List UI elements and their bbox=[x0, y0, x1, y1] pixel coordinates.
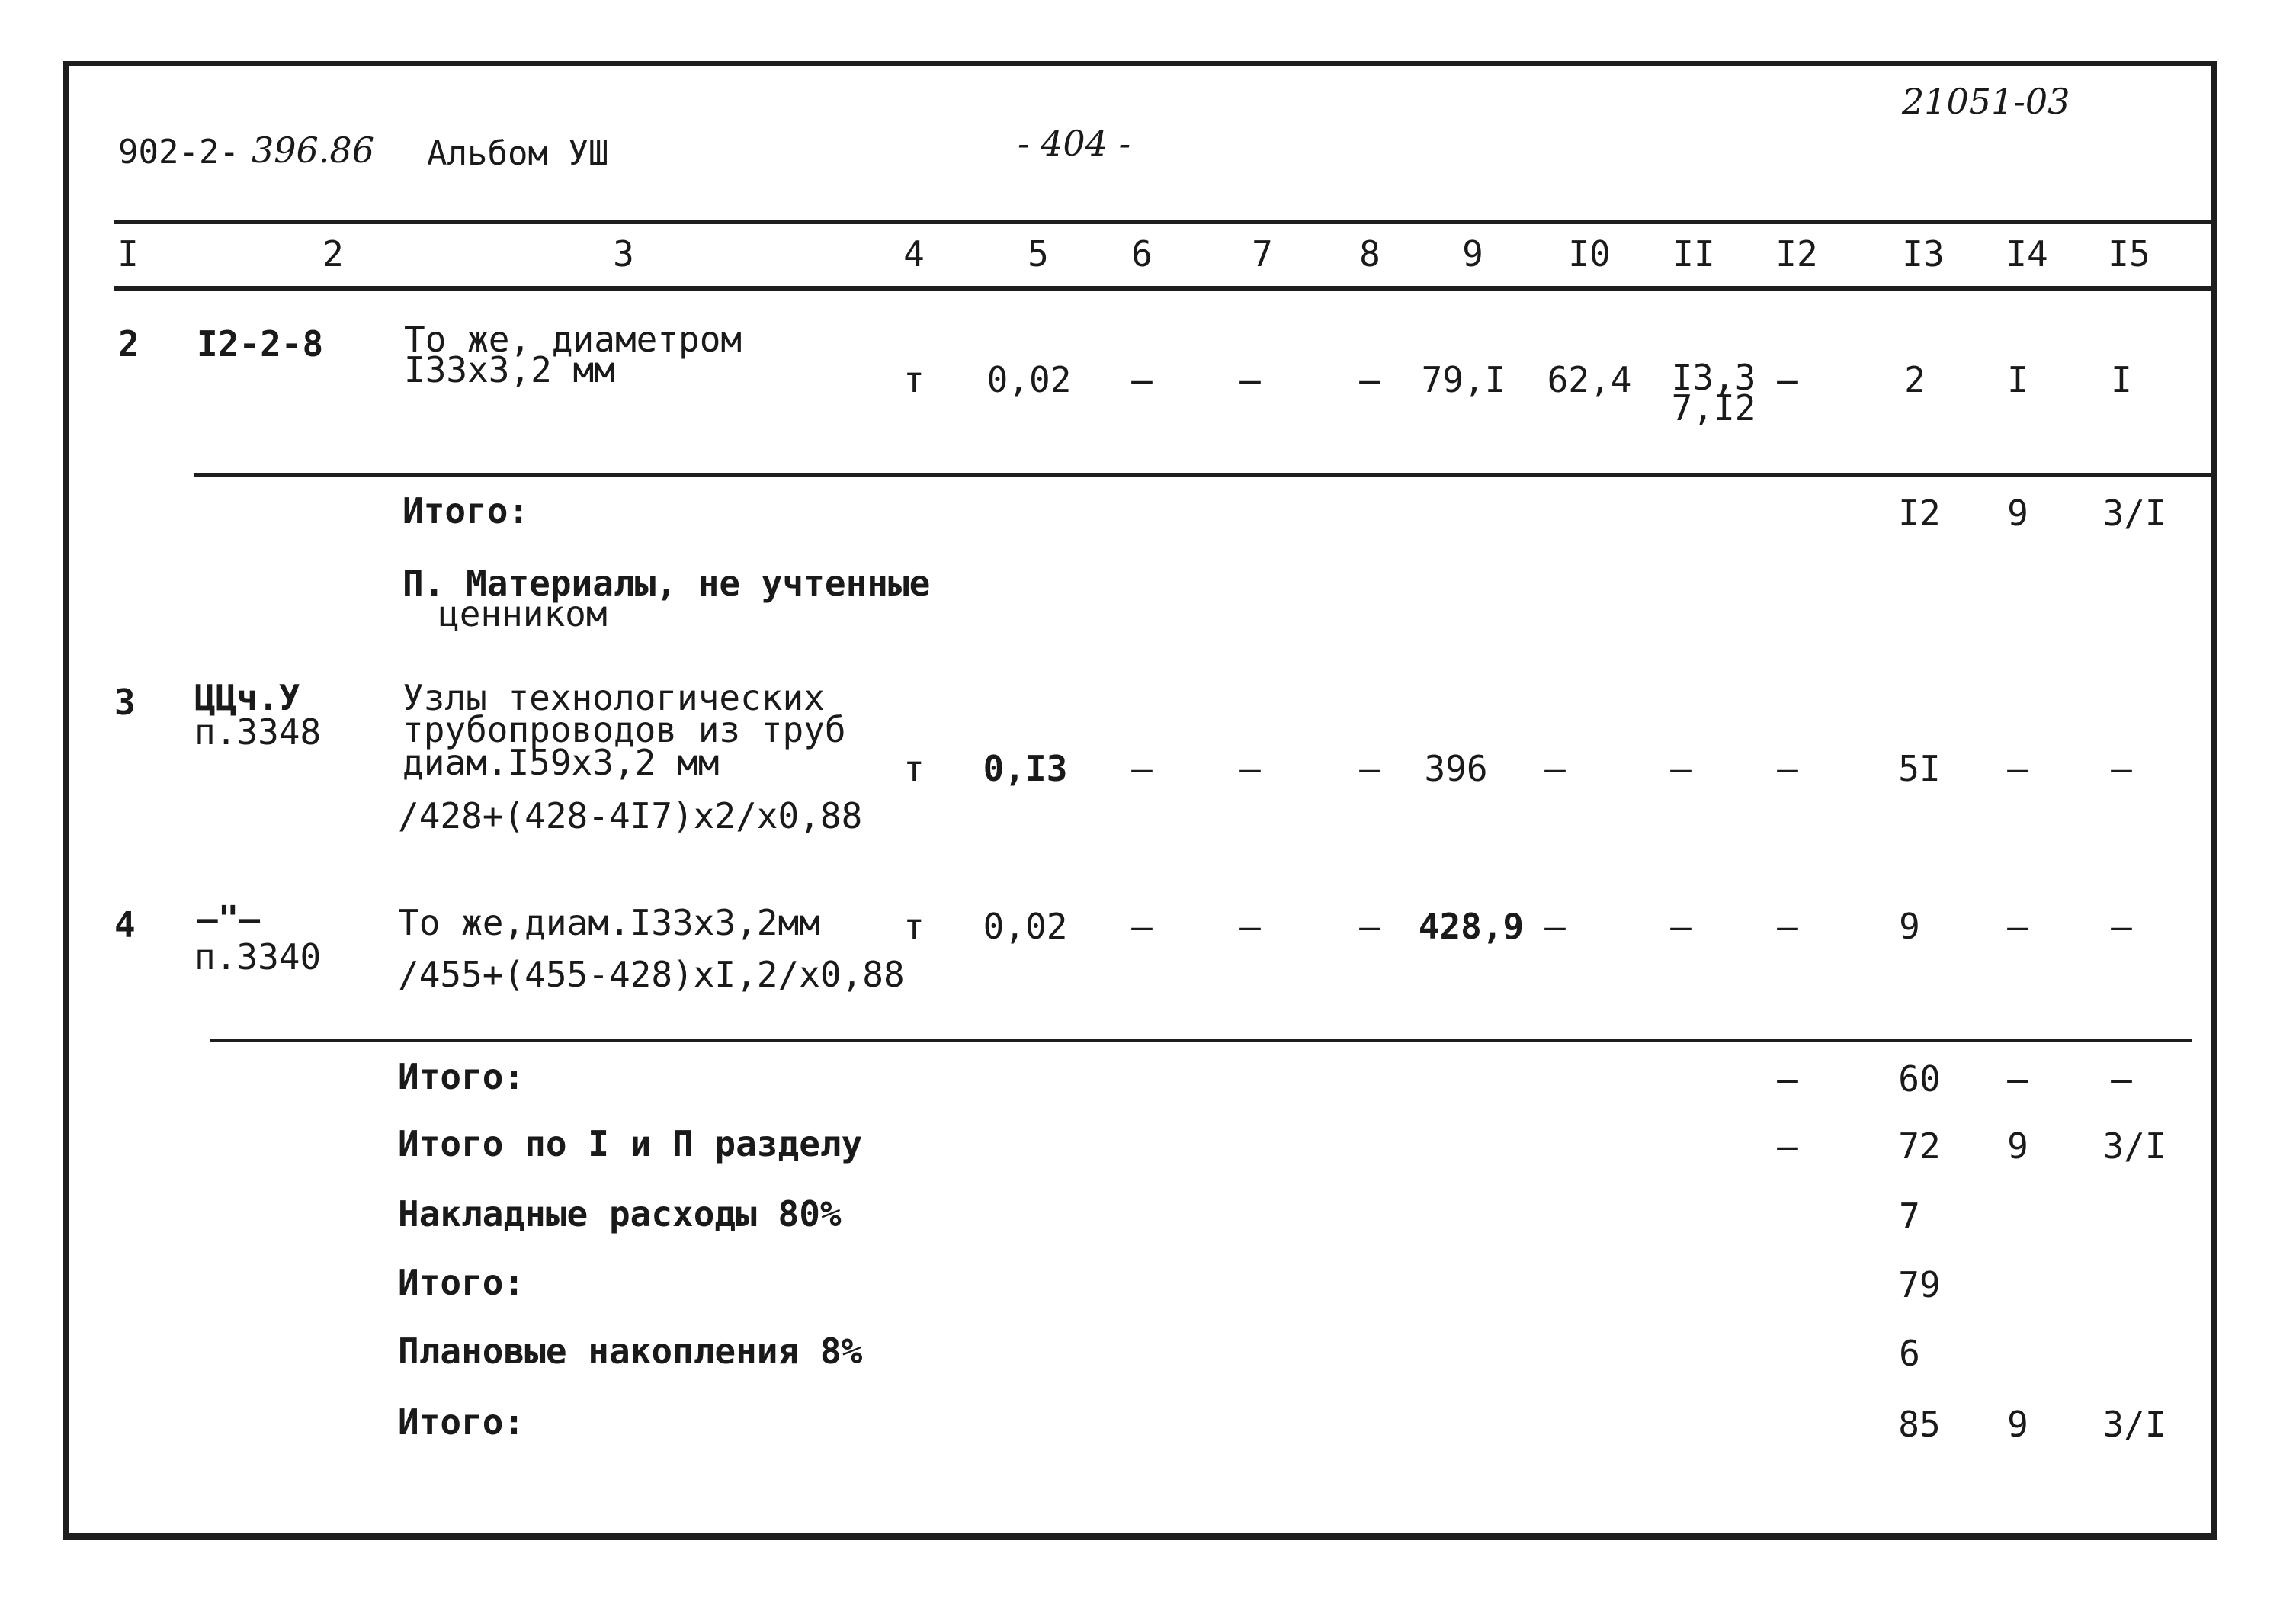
row-number: 4 bbox=[114, 904, 136, 945]
quantity: 0,02 bbox=[983, 906, 1068, 947]
column-header: I3 bbox=[1902, 233, 1945, 274]
cell-15: 3/I bbox=[2102, 1404, 2166, 1445]
item-name-line: То же, диаметром bbox=[404, 319, 742, 360]
cell-8: – bbox=[1359, 359, 1380, 400]
cell-12: – bbox=[1777, 748, 1798, 789]
cell-15: 3/I bbox=[2102, 1125, 2166, 1167]
cell-14: – bbox=[2007, 906, 2028, 947]
cell-13: 7 bbox=[1899, 1196, 1920, 1237]
cell-12: – bbox=[1777, 1125, 1798, 1167]
cell-6: – bbox=[1131, 748, 1153, 789]
cell-14: 9 bbox=[2007, 493, 2028, 534]
column-header: 6 bbox=[1131, 233, 1153, 274]
column-header: 7 bbox=[1252, 233, 1273, 274]
total-label: Итого: bbox=[398, 1056, 525, 1097]
cell-13: 72 bbox=[1898, 1125, 1941, 1167]
cell-9: 428,9 bbox=[1418, 906, 1525, 947]
row-number: 3 bbox=[114, 682, 136, 723]
cell-13: I2 bbox=[1898, 493, 1941, 534]
cell-13: 85 bbox=[1898, 1404, 1941, 1445]
cell-11-line: 7,I2 bbox=[1671, 387, 1756, 429]
cell-15: I bbox=[2111, 359, 2132, 400]
page-frame bbox=[63, 61, 2217, 1540]
column-header: I2 bbox=[1775, 233, 1818, 274]
rule-header-top bbox=[114, 220, 2214, 224]
item-name-line: /428+(428-4I7)x2/x0,88 bbox=[398, 795, 863, 836]
page-number: - 404 - bbox=[1018, 123, 1131, 164]
cell-7: – bbox=[1239, 906, 1261, 947]
doc-code-handwritten: 396.86 bbox=[252, 130, 374, 171]
cell-7: – bbox=[1239, 359, 1261, 400]
column-header: II bbox=[1672, 233, 1715, 274]
cell-12: – bbox=[1777, 359, 1798, 400]
cell-6: – bbox=[1131, 906, 1153, 947]
cell-8: – bbox=[1359, 748, 1380, 789]
cell-10: – bbox=[1544, 906, 1566, 947]
cell-13: 79 bbox=[1898, 1264, 1941, 1305]
cell-13: 6 bbox=[1899, 1333, 1920, 1374]
cell-9: 396 bbox=[1424, 748, 1488, 789]
cell-13: 5I bbox=[1898, 748, 1941, 789]
cell-11: – bbox=[1670, 906, 1692, 947]
cell-11: – bbox=[1670, 748, 1692, 789]
cell-14: – bbox=[2007, 748, 2028, 789]
unit: т bbox=[903, 359, 925, 400]
cell-11-line: I3,3 bbox=[1671, 357, 1756, 398]
cell-14: I bbox=[2007, 359, 2028, 400]
column-header: I bbox=[117, 233, 139, 274]
cell-9: 79,I bbox=[1421, 359, 1506, 400]
cell-15: – bbox=[2111, 748, 2132, 789]
column-header: 5 bbox=[1028, 233, 1049, 274]
total-label: Итого по I и П разделу bbox=[398, 1123, 863, 1164]
resource-code-line: ЦЦч.У bbox=[194, 677, 300, 718]
resource-code: I2-2-8 bbox=[197, 323, 324, 364]
cell-15: 3/I bbox=[2102, 493, 2166, 534]
item-name-line: диам.I59x3,2 мм bbox=[402, 742, 720, 783]
total-label: Плановые накопления 8% bbox=[398, 1331, 863, 1372]
item-name-line: /455+(455-428)xI,2/x0,88 bbox=[398, 954, 905, 995]
cell-7: – bbox=[1239, 748, 1261, 789]
total-label: Итого: bbox=[398, 1401, 525, 1443]
resource-code-line: –"– bbox=[197, 898, 261, 939]
total-label: Итого: bbox=[398, 1262, 525, 1303]
cell-12: – bbox=[1777, 1058, 1798, 1100]
cell-14: 9 bbox=[2007, 1125, 2028, 1167]
section-heading-line: П. Материалы, не учтенные bbox=[402, 563, 931, 604]
cell-15: – bbox=[2111, 906, 2132, 947]
unit: т bbox=[903, 748, 925, 789]
item-name-line: То же,диам.I33x3,2мм bbox=[398, 902, 820, 943]
section-heading-line: ценником bbox=[438, 593, 608, 634]
column-header: I0 bbox=[1568, 233, 1611, 274]
cell-10: – bbox=[1544, 748, 1566, 789]
cell-10: 62,4 bbox=[1547, 359, 1632, 400]
cell-8: – bbox=[1359, 906, 1380, 947]
album-label: Альбом УШ bbox=[427, 134, 609, 173]
column-header: 2 bbox=[322, 233, 344, 274]
doc-code-prefix: 902-2- bbox=[118, 133, 239, 172]
column-header: I4 bbox=[2006, 233, 2048, 274]
rule-subtotal-1 bbox=[194, 473, 2214, 477]
rule-subtotal-2 bbox=[210, 1039, 2192, 1042]
unit: т bbox=[903, 906, 925, 947]
cell-12: – bbox=[1777, 906, 1798, 947]
column-header: 8 bbox=[1359, 233, 1380, 274]
column-header: I5 bbox=[2108, 233, 2150, 274]
cell-14: 9 bbox=[2007, 1404, 2028, 1445]
cell-13: 9 bbox=[1899, 906, 1920, 947]
resource-code-line: п.3348 bbox=[194, 711, 322, 753]
rule-header-bottom bbox=[114, 286, 2214, 291]
cell-13: 60 bbox=[1898, 1058, 1941, 1100]
item-name-line: трубопроводов из труб bbox=[402, 709, 846, 750]
quantity: 0,I3 bbox=[983, 748, 1068, 789]
quantity: 0,02 bbox=[986, 359, 1072, 400]
resource-code-line: п.3340 bbox=[194, 936, 322, 978]
row-number: 2 bbox=[118, 323, 139, 364]
item-name-line: Узлы технологических bbox=[402, 677, 825, 718]
column-header: 9 bbox=[1462, 233, 1483, 274]
archive-number: 21051-03 bbox=[1902, 81, 2070, 122]
subtotal-label: Итого: bbox=[402, 490, 530, 531]
total-label: Накладные расходы 80% bbox=[398, 1193, 842, 1234]
cell-13: 2 bbox=[1904, 359, 1926, 400]
cell-6: – bbox=[1131, 359, 1153, 400]
column-header: 3 bbox=[613, 233, 634, 274]
column-header: 4 bbox=[903, 233, 925, 274]
cell-14: – bbox=[2007, 1058, 2028, 1100]
cell-15: – bbox=[2111, 1058, 2132, 1100]
item-name-line: I33x3,2 мм bbox=[404, 349, 615, 390]
